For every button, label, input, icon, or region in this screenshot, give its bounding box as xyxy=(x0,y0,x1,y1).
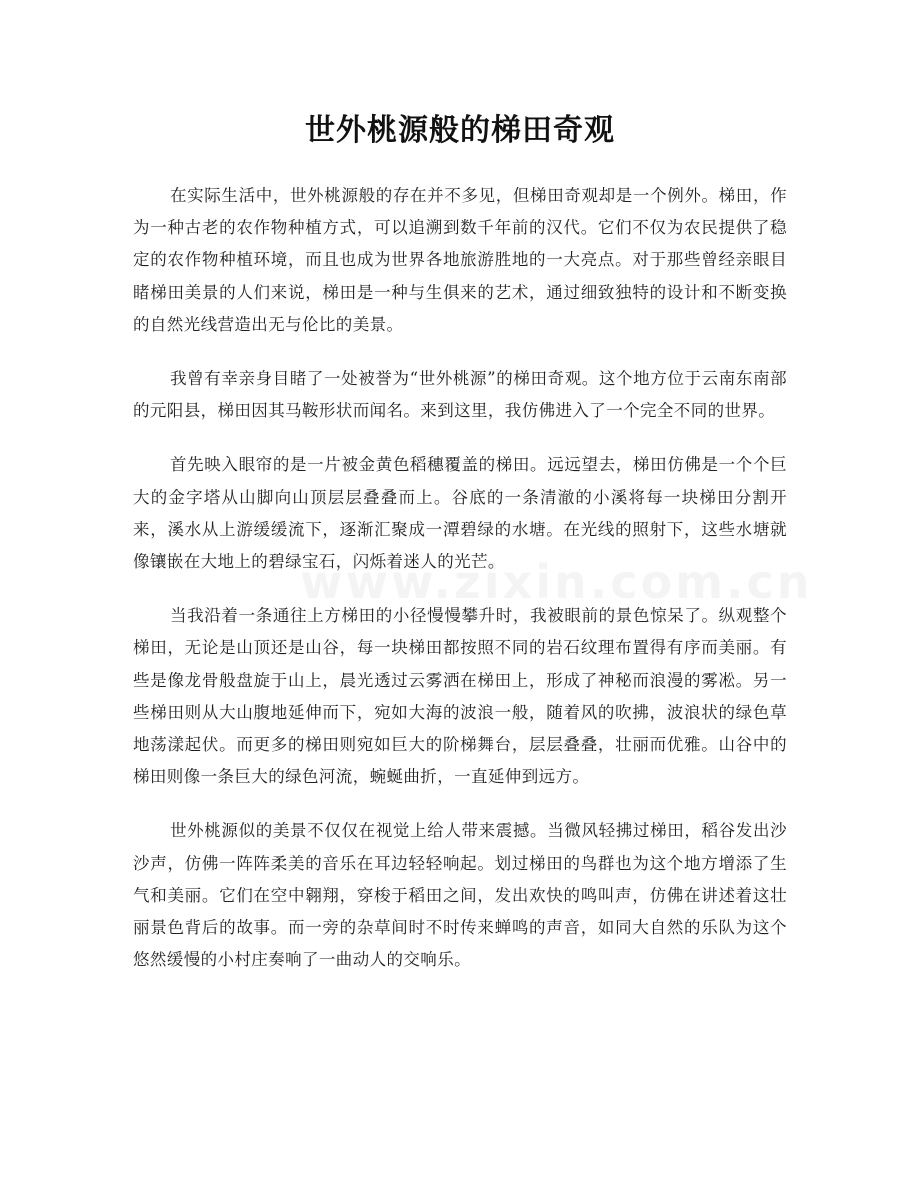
page-title: 世外桃源般的梯田奇观 xyxy=(305,113,615,148)
paragraph-4: 当我沿着一条通往上方梯田的小径慢慢攀升时，我被眼前的景色惊呆了。纵观整个梯田，无论是山顶还是山谷，每一块梯田都按照不同的岩石纹理布置得有序而美丽。有些是像龙骨般盘旋于山上，晨光透过云雾洒在梯田上，形成了神秘而浪漫的雾凇。另一些梯田则从大山腹地延伸而下，宛如大海的波浪一般，随着风的吹拂，波浪状的绿色草地荡漾起伏。而更多的梯田则宛如巨大的阶梯舞台，层层叠叠，壮丽而优雅。山谷中的梯田则像一条巨大的绿色河流，蜿蜒曲折，一直延伸到远方。 xyxy=(133,606,787,787)
paragraph-3: 首先映入眼帘的是一片被金黄色稻穗覆盖的梯田。远远望去，梯田仿佛是一个个巨大的金字塔从山脚向山顶层层叠叠而上。谷底的一条清澈的小溪将每一块梯田分割开来，溪水从上游缓缓流下，逐渐汇聚成一潭碧绿的水塘。在光线的照射下，这些水塘就像镶嵌在大地上的碧绿宝石，闪烁着迷人的光芒。 xyxy=(133,455,787,572)
paragraph-2: 我曾有幸亲身目睹了一处被誉为“世外桃源”的梯田奇观。这个地方位于云南东南部的元阳县，梯田因其马鞍形状而闻名。来到这里，我仿佛进入了一个完全不同的世界。 xyxy=(133,369,787,421)
paragraph-1: 在实际生活中，世外桃源般的存在并不多见，但梯田奇观却是一个例外。梯田，作为一种古老的农作物种植方式，可以追溯到数千年前的汉代。它们不仅为农民提供了稳定的农作物种植环境，而且也成为世界各地旅游胜地的一大亮点。对于那些曾经亲眼目睹梯田美景的人们来说，梯田是一种与生俱来的艺术，通过细致独特的设计和不断变换的自然光线营造出无与伦比的美景。 xyxy=(133,186,787,334)
article-body xyxy=(133,180,787,998)
paragraph-5: 世外桃源似的美景不仅仅在视觉上给人带来震撼。当微风轻拂过梯田，稻谷发出沙沙声，仿佛一阵阵柔美的音乐在耳边轻轻响起。划过梯田的鸟群也为这个地方增添了生气和美丽。它们在空中翱翔，穿梭于稻田之间，发出欢快的鸣叫声，仿佛在讲述着这壮丽景色背后的故事。而一旁的杂草间时不时传来蝉鸣的声音，如同大自然的乐队为这个悠然缓慢的小村庄奏响了一曲动人的交响乐。 xyxy=(133,821,787,970)
